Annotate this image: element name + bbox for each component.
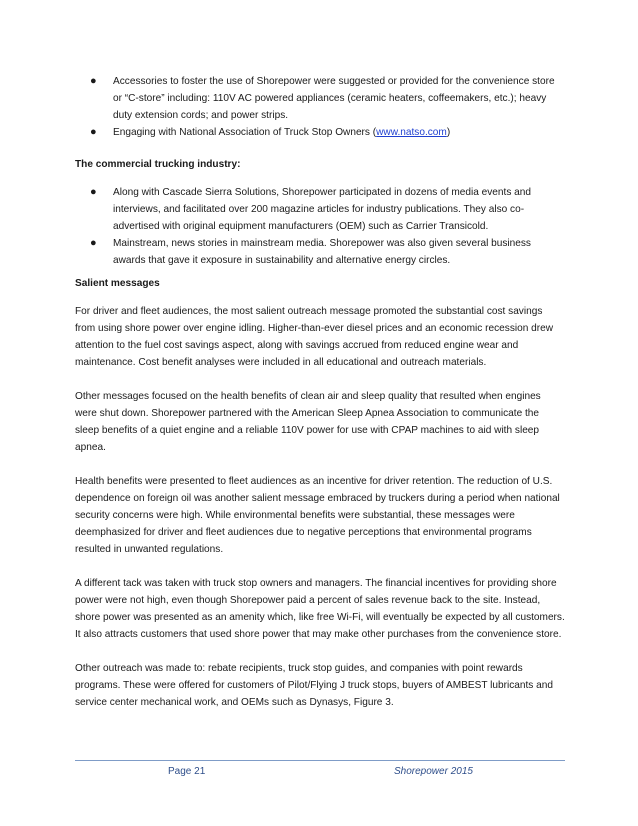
natso-link[interactable]: www.natso.com: [376, 127, 447, 138]
paragraph: Health benefits were presented to fleet audiences as an incentive for driver retention. The reduction of U.S. dependence on foreign oil was another salient message embraced by truckers during a period when national security concerns were high. While environmental benefits were substantial, these messages were deemphasized for driver and fleet audiences due to negative perceptions that environmental programs resulted in unwanted regulations.: [75, 476, 560, 555]
list-item-text: Mainstream, news stories in mainstream media. Shorepower was also given several business awards that gave it exposure in sustainability and alternative energy circles.: [113, 238, 531, 266]
paragraph: For driver and fleet audiences, the most salient outreach message promoted the substantial cost savings from using shore power over engine idling. Higher-than-ever diesel prices and an economic recession drew attention to the fuel cost savings aspect, along with savings accrued from reduced engine wear and maintenance. Cost benefit analyses were included in all educational and outreach materials.: [75, 306, 554, 368]
list-item: [75, 73, 565, 124]
list-item: [75, 124, 565, 141]
list-item-text-end: ): [446, 127, 451, 138]
list-item-text: Accessories to foster the use of Shorepower were suggested or provided for the convenience store or “C-store” including: 110V AC powered appliances (ceramic heaters, coffeemakers, etc.); heavy duty extension cords; and power strips.: [113, 76, 555, 121]
footer-page-number: Page 21: [168, 766, 206, 777]
list-item-text: Along with Cascade Sierra Solutions, Shorepower participated in dozens of media events and interviews, and facilitated over 200 magazine articles for industry publications. They also co-advertised with original equipment manufacturers (OEM) such as Carrier Transicold.: [113, 187, 532, 232]
list-item-text: Engaging with National Association of Truck Stop Owners (: [113, 127, 377, 138]
footer-document-title: Shorepower 2015: [394, 766, 473, 777]
paragraph: Other outreach was made to: rebate recipients, truck stop guides, and companies with point rewards programs. These were offered for customers of Pilot/Flying J truck stops, buyers of AMBEST lubricants and service center mechanical work, and OEMs such as Dynasys, Figure 3.: [75, 663, 553, 708]
section-heading-salient: Salient messages: [75, 278, 160, 289]
document-page: [75, 73, 565, 711]
bullet-icon: ●: [90, 126, 97, 138]
list-item: [75, 184, 565, 235]
bullet-icon: ●: [90, 186, 97, 198]
paragraph: A different tack was taken with truck stop owners and managers. The financial incentives for providing shore power were not high, even though Shorepower paid a percent of sales revenue back to the site. Instead, shore power was presented as an amenity which, like free Wi-Fi, will eventually be expected by all customers. It also attracts customers that used shore power that may make other purchases from the convenience store.: [75, 578, 565, 640]
section-heading-commercial: The commercial trucking industry:: [75, 159, 241, 170]
paragraph: Other messages focused on the health benefits of clean air and sleep quality that resulted when engines were shut down. Shorepower partnered with the American Sleep Apnea Association to communicate the sleep benefits of a quiet engine and a reliable 110V power for use with CPAP machines to aid with sleep apnea.: [75, 391, 541, 453]
bullet-list-top: [75, 73, 565, 141]
list-item: [75, 235, 565, 269]
footer-divider: [75, 760, 565, 761]
bullet-icon: ●: [90, 75, 97, 87]
bullet-icon: ●: [90, 237, 97, 249]
bullet-list-commercial: [75, 184, 565, 269]
